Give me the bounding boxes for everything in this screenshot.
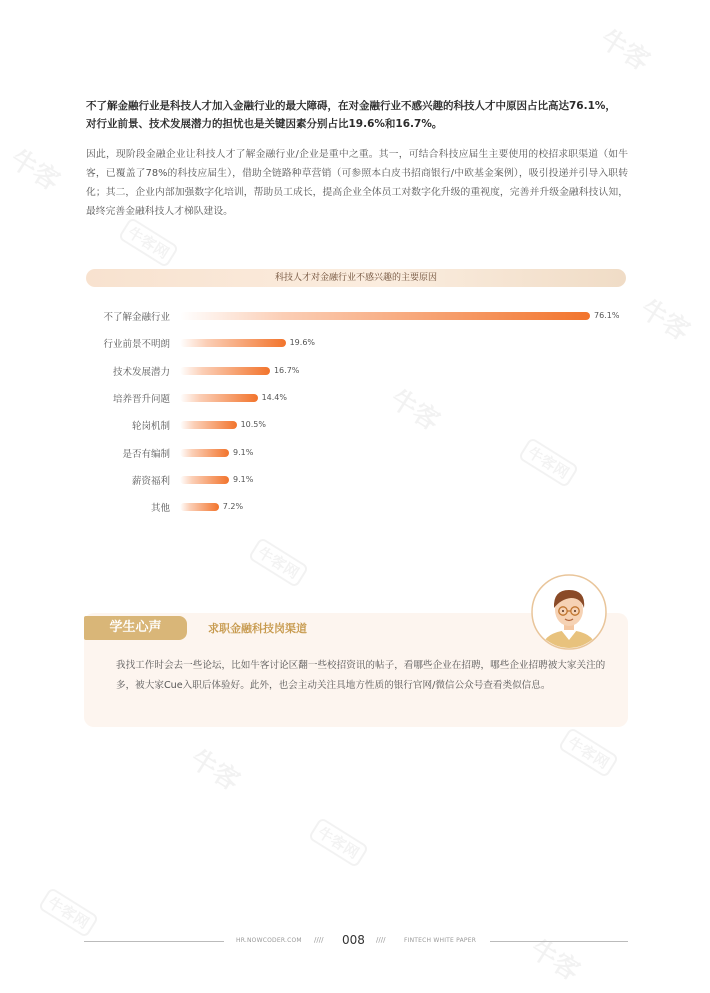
student-voice-subtitle: 求职金融科技岗渠道 xyxy=(208,622,307,635)
watermark-logo: 牛客 xyxy=(524,934,585,988)
student-avatar xyxy=(531,574,607,650)
watermark-logo: 牛客网 xyxy=(38,887,100,938)
footer-rule-left xyxy=(84,941,224,942)
category-label: 轮岗机制 xyxy=(131,421,170,433)
bar xyxy=(180,449,229,457)
chart-title: 科技人才对金融行业不感兴趣的主要原因 xyxy=(86,269,626,287)
student-voice-quote: 我找工作时会去一些论坛，比如牛客讨论区翻一些校招资讯的帖子，看哪些企业在招聘，哪些企业招聘被大家关注的多，被大家Cue入职后体验好。此外，也会主动关注具地方性质的银行官网/微信公众号查看类似信息。 xyxy=(116,660,606,691)
value-label: 7.2% xyxy=(222,502,244,512)
value-label: 10.5% xyxy=(240,420,266,430)
watermark-logo: 牛客 xyxy=(384,384,445,438)
category-label: 不了解金融行业 xyxy=(103,312,170,323)
watermark-logo: 牛客 xyxy=(184,744,245,798)
bar xyxy=(180,394,258,402)
footer-separator: //// xyxy=(314,936,324,944)
watermark-logo: 牛客 xyxy=(4,144,65,198)
watermark-logo: 牛客 xyxy=(634,294,695,348)
footer-rule-right xyxy=(490,941,628,942)
intro-highlight: 不了解金融行业是科技人才加入金融行业的最大障碍，在对金融行业不感兴趣的科技人才中原因占比高达76.1%，对行业前景、技术发展潜力的担忧也是关键因素分别占比19.6%和16.7%。 xyxy=(86,100,616,130)
watermark-logo: 牛客网 xyxy=(308,817,370,868)
value-label: 9.1% xyxy=(233,474,254,484)
footer-separator: //// xyxy=(376,936,386,944)
bar xyxy=(180,312,590,320)
footer-site: HR.NOWCODER.COM xyxy=(236,937,302,944)
intro-paragraph: 因此，现阶段金融企业让科技人才了解金融行业/企业是重中之重。其一，可结合科技应届生主要使用的校招求职渠道（如牛客，已覆盖了78%的科技应届生），借助全链路种草营销（可参照本白皮书招商银行/中欧基金案例），吸引投递并引导入职转化；其二，企业内部加强数字化培训，帮助员工成长，提高企业全体员工对数字化升级的重视度，完善并升级金融科技认知，最终完善金融科技人才梯队建设。 xyxy=(86,149,628,217)
value-label: 76.1% xyxy=(594,311,620,320)
footer-doc-title: FINTECH WHITE PAPER xyxy=(404,937,477,944)
student-voice-tab: 学生心声 xyxy=(84,616,187,640)
category-label: 是否有编制 xyxy=(122,448,170,460)
value-label: 14.4% xyxy=(261,392,287,402)
value-label: 16.7% xyxy=(273,365,300,375)
value-label: 9.1% xyxy=(233,447,254,457)
category-label: 培养晋升问题 xyxy=(112,393,170,405)
bar xyxy=(180,339,286,347)
category-label: 薪资福利 xyxy=(131,475,170,487)
bar xyxy=(180,476,229,484)
bar xyxy=(180,421,237,429)
bar xyxy=(180,503,219,511)
watermark-logo: 牛客网 xyxy=(118,217,180,268)
value-label: 19.6% xyxy=(289,338,316,348)
category-label: 行业前景不明朗 xyxy=(103,339,170,351)
watermark-logo: 牛客网 xyxy=(518,437,580,488)
watermark-logo: 牛客网 xyxy=(558,727,620,778)
category-label: 技术发展潜力 xyxy=(112,366,170,378)
watermark-logo: 牛客网 xyxy=(248,537,310,588)
bar xyxy=(180,367,270,375)
category-label: 其他 xyxy=(150,503,170,515)
page-number: 008 xyxy=(342,933,365,947)
watermark-logo: 牛客 xyxy=(594,24,655,78)
